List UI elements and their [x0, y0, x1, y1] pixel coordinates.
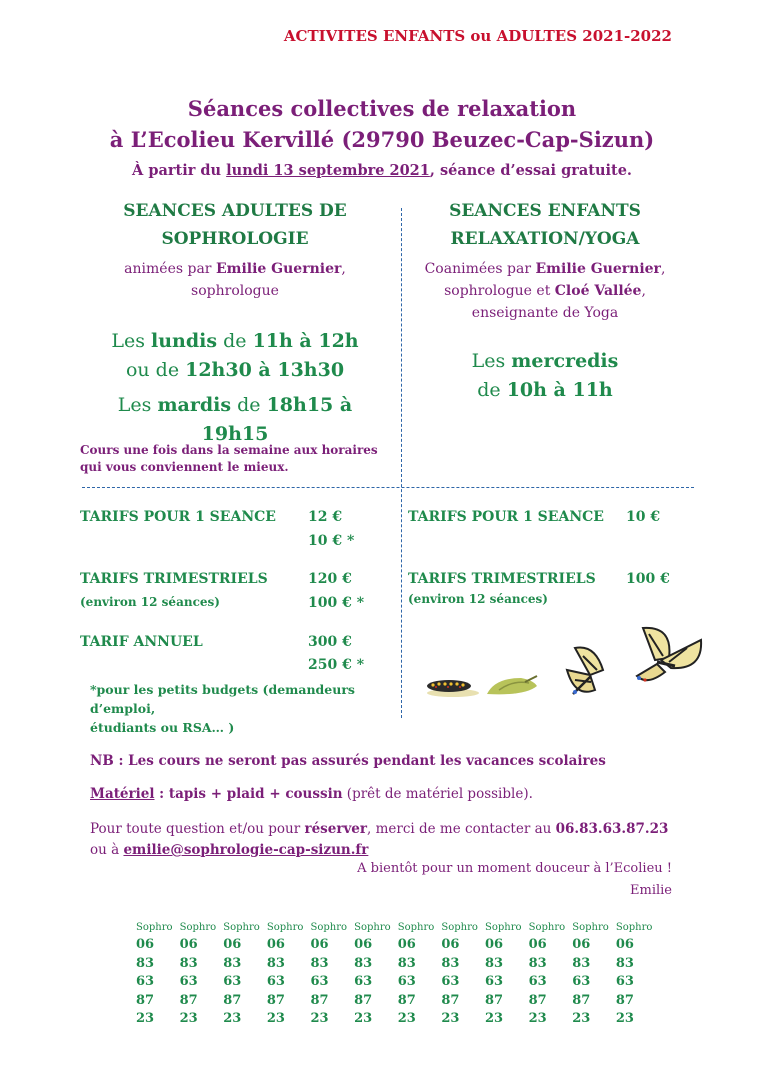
tear-off-strips [136, 920, 656, 1029]
strip-number: 23 [528, 1011, 547, 1026]
strip-number: 63 [223, 974, 242, 989]
strip-number: 87 [572, 992, 591, 1008]
tear-off-strip [572, 920, 612, 1029]
strip-number: 83 [615, 955, 634, 971]
strip-label: Sophro [572, 922, 609, 933]
tear-off-strip [616, 920, 656, 1029]
adult-schedule-tuesday: Les mardis de 18h15 à 19h15 [117, 394, 353, 445]
strip-number: 63 [136, 974, 155, 989]
budget-footnote: *pour les petits budgets (demandeurs d’emploi, étudiants ou RSA… ) [90, 682, 355, 735]
strip-number: 63 [266, 974, 285, 989]
butterfly-icon [637, 628, 701, 682]
strip-number: 87 [485, 992, 504, 1008]
strip-number: 63 [528, 974, 547, 989]
strip-label: Sophro [441, 922, 478, 933]
strip-number: 23 [485, 1011, 504, 1026]
kids-tarif-quarter-price: 100 € [626, 571, 670, 587]
strip-label: Sophro [528, 922, 566, 933]
strip-number: 23 [615, 1011, 634, 1026]
strip-number: 06 [354, 937, 373, 952]
strip-number: 83 [310, 955, 329, 971]
section-divider [82, 487, 694, 488]
strip-number: 23 [397, 1011, 416, 1026]
strip-label: Sophro [136, 922, 173, 933]
column-divider [401, 208, 402, 718]
kids-tarif-session-price: 10 € [626, 509, 661, 525]
strip-number: 06 [528, 937, 547, 952]
strip-number: 06 [441, 937, 460, 952]
kids-facilitators: Coanimées par Emilie Guernier, sophrologue et Cloé Vallée, enseignante de Yoga [424, 261, 666, 321]
strip-number: 83 [572, 955, 591, 971]
adult-tarif-quarter-price: 120 € [308, 571, 352, 587]
signature: A bientôt pour un moment douceur à l’Ecolieu ! Emilie [357, 861, 672, 898]
kids-tarif-quarter-label: TARIFS TRIMESTRIELS [408, 571, 596, 587]
strip-number: 63 [441, 974, 460, 989]
kids-schedule: Les mercredis de 10h à 11h [471, 350, 619, 401]
strip-number: 83 [528, 955, 547, 971]
strip-number: 83 [354, 955, 373, 971]
strip-number: 06 [485, 937, 504, 952]
strip-number: 87 [397, 992, 416, 1008]
adult-schedule-monday: Les lundis de 11h à 12h ou de 12h30 à 13h30 [111, 330, 359, 381]
strip-number: 23 [266, 1011, 285, 1026]
strip-number: 06 [179, 937, 198, 952]
phone-number: 06.83.63.87.23 [555, 821, 669, 837]
adult-schedule-note: Cours une fois dans la semaine aux horaires qui vous conviennent le mieux. [80, 443, 378, 474]
strip-label: Sophro [354, 922, 391, 933]
strip-label: Sophro [397, 922, 435, 933]
adult-tarif-quarter-sub: (environ 12 séances) [80, 595, 220, 609]
tear-off-strip [136, 920, 176, 1029]
strip-number: 83 [223, 955, 242, 971]
strip-number: 23 [572, 1011, 591, 1026]
document-header: ACTIVITES ENFANTS ou ADULTES 2021-2022 [283, 27, 672, 45]
adult-tarif-session-price: 12 € [308, 509, 343, 525]
tear-off-strip [180, 920, 220, 1029]
contact-info: Pour toute question et/ou pour réserver, merci de me contacter au 06.83.63.87.23 ou à emilie@sophrologie-cap-sizun.fr [90, 821, 669, 858]
strip-number: 23 [136, 1011, 155, 1026]
tear-off-strip [398, 920, 438, 1029]
strip-number: 63 [310, 974, 329, 989]
metamorphosis-illustration [425, 620, 707, 710]
strip-label: Sophro [223, 922, 260, 933]
strip-number: 63 [485, 974, 504, 989]
main-title: Séances collectives de relaxation à L’Ecolieu Kervillé (29790 Beuzec-Cap-Sizun) [109, 96, 655, 152]
tear-off-strip [485, 920, 525, 1029]
strip-number: 87 [179, 992, 198, 1008]
strip-number: 87 [615, 992, 634, 1008]
strip-number: 06 [266, 937, 285, 952]
tear-off-strip [441, 920, 481, 1029]
adult-tarif-session-reduced: 10 € * [308, 533, 355, 549]
strip-label: Sophro [266, 922, 304, 933]
strip-number: 63 [397, 974, 416, 989]
strip-label: Sophro [615, 922, 653, 933]
strip-number: 63 [615, 974, 634, 989]
strip-number: 06 [615, 937, 634, 952]
butterfly-icon [567, 647, 603, 694]
strip-number: 63 [354, 974, 373, 989]
strip-number: 06 [223, 937, 242, 952]
start-date-line: À partir du lundi 13 septembre 2021, séance d’essai gratuite. [132, 162, 632, 179]
adult-tarif-year-reduced: 250 € * [308, 657, 365, 673]
kids-tarif-session-label: TARIFS POUR 1 SEANCE [408, 509, 604, 525]
strip-number: 87 [310, 992, 329, 1008]
strip-number: 23 [354, 1011, 373, 1026]
adult-tarif-quarter-reduced: 100 € * [308, 595, 365, 611]
caterpillar-icon [427, 680, 479, 697]
strip-label: Sophro [310, 922, 348, 933]
kids-section-heading: SEANCES ENFANTS RELAXATION/YOGA [449, 201, 641, 249]
strip-number: 23 [179, 1011, 198, 1026]
strip-number: 06 [136, 937, 155, 952]
tear-off-strip [223, 920, 263, 1029]
strip-label: Sophro [179, 922, 217, 933]
adult-tarif-quarter-label: TARIFS TRIMESTRIELS [80, 571, 268, 587]
adult-tarif-year-label: TARIF ANNUEL [80, 634, 203, 650]
email-link[interactable]: emilie@sophrologie-cap-sizun.fr [123, 842, 369, 858]
strip-number: 83 [485, 955, 504, 971]
strip-number: 06 [310, 937, 329, 952]
kids-tarif-quarter-sub: (environ 12 séances) [408, 592, 548, 606]
adult-section-heading: SEANCES ADULTES DE SOPHROLOGIE [123, 201, 347, 249]
equipment-line: Matériel : tapis + plaid + coussin (prêt de matériel possible). [90, 786, 533, 802]
strip-number: 87 [528, 992, 547, 1008]
tear-off-strip [529, 920, 569, 1029]
strip-number: 87 [136, 992, 155, 1008]
tear-off-strip [354, 920, 394, 1029]
strip-number: 87 [354, 992, 373, 1008]
strip-number: 83 [441, 955, 460, 971]
adult-facilitator: animées par Emilie Guernier, sophrologue [124, 261, 346, 299]
chrysalis-icon [487, 676, 537, 694]
strip-number: 63 [179, 974, 198, 989]
strip-number: 87 [441, 992, 460, 1008]
strip-number: 06 [397, 937, 416, 952]
strip-number: 23 [441, 1011, 460, 1026]
strip-label: Sophro [485, 922, 522, 933]
strip-number: 63 [572, 974, 591, 989]
strip-number: 23 [223, 1011, 242, 1026]
tear-off-strip [267, 920, 307, 1029]
strip-number: 06 [572, 937, 591, 952]
strip-number: 87 [266, 992, 285, 1008]
adult-tarif-session-label: TARIFS POUR 1 SEANCE [80, 509, 276, 525]
tear-off-strip [311, 920, 351, 1029]
strip-number: 23 [310, 1011, 329, 1026]
strip-number: 83 [136, 955, 155, 971]
strip-number: 83 [397, 955, 416, 971]
holiday-notice: NB : Les cours ne seront pas assurés pendant les vacances scolaires [90, 753, 606, 769]
strip-number: 83 [179, 955, 198, 971]
strip-number: 87 [223, 992, 242, 1008]
adult-tarif-year-price: 300 € [308, 634, 352, 650]
strip-number: 83 [266, 955, 285, 971]
